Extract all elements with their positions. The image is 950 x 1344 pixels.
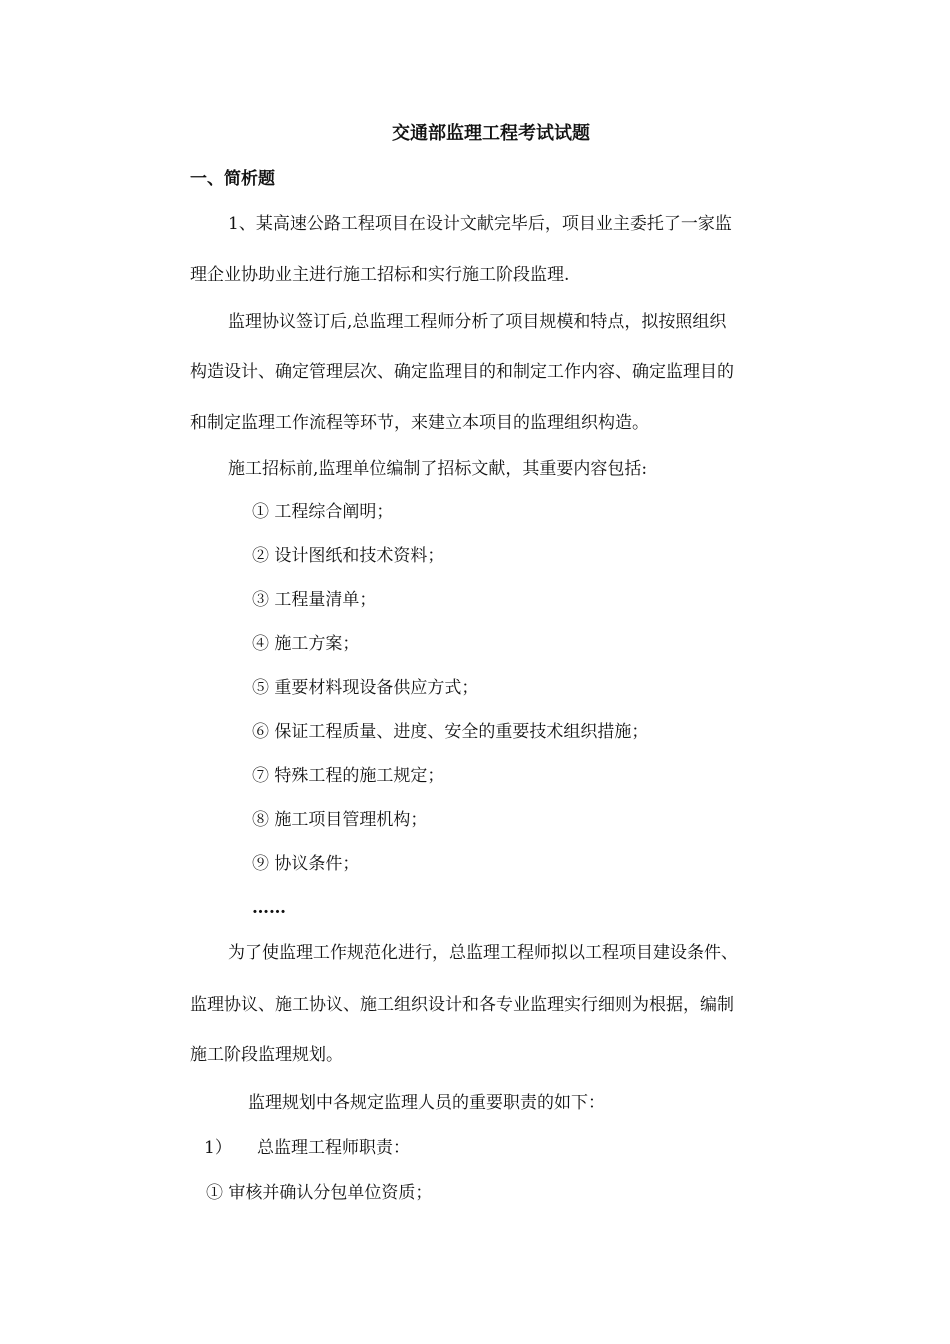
list-item: ⑤ 重要材料现设备供应方式； <box>252 678 479 698</box>
list-item: ⑥ 保证工程质量、进度、安全的重要技术组织措施； <box>252 722 649 742</box>
list-item: ④ 施工方案； <box>252 634 360 654</box>
paragraph-line: 和制定监理工作流程等环节，来建立本项目的监理组织构造。 <box>190 413 649 433</box>
section-heading: 一、简析题 <box>190 169 275 189</box>
document-title: 交通部监理工程考试试题 <box>392 123 590 144</box>
paragraph-line: 理企业协助业主进行施工招标和实行施工阶段监理. <box>190 265 570 285</box>
list-item: ⑧ 施工项目管理机构； <box>252 810 428 830</box>
list-item: ⑨ 协议条件； <box>252 854 360 874</box>
list-item: ⑦ 特殊工程的施工规定； <box>252 766 445 786</box>
duty-heading: 总监理工程师职责： <box>257 1138 410 1158</box>
paragraph-line: 施工招标前,监理单位编制了招标文献，其重要内容包括: <box>228 459 648 479</box>
paragraph-line: 1、某高速公路工程项目在设计文献完毕后，项目业主委托了一家监 <box>228 214 732 234</box>
list-item: ③ 工程量清单； <box>252 590 377 610</box>
paragraph-line: 监理规划中各规定监理人员的重要职责的如下： <box>248 1093 605 1113</box>
paragraph-line: 监理协议签订后,总监理工程师分析了项目规模和特点，拟按照组织 <box>228 312 727 332</box>
list-item: ① 工程综合阐明； <box>252 502 394 522</box>
duty-number: 1） <box>204 1138 232 1158</box>
paragraph-line: 施工阶段监理规划。 <box>190 1045 343 1065</box>
paragraph-line: 构造设计、确定管理层次、确定监理目的和制定工作内容、确定监理目的 <box>190 362 734 382</box>
paragraph-line: 为了使监理工作规范化进行，总监理工程师拟以工程项目建设条件、 <box>228 943 738 963</box>
list-item: ② 设计图纸和技术资料； <box>252 546 445 566</box>
paragraph-line: 监理协议、施工协议、施工组织设计和各专业监理实行细则为根据，编制 <box>190 995 734 1015</box>
list-ellipsis: …… <box>252 898 286 918</box>
duty-item: ① 审核并确认分包单位资质； <box>206 1183 433 1203</box>
